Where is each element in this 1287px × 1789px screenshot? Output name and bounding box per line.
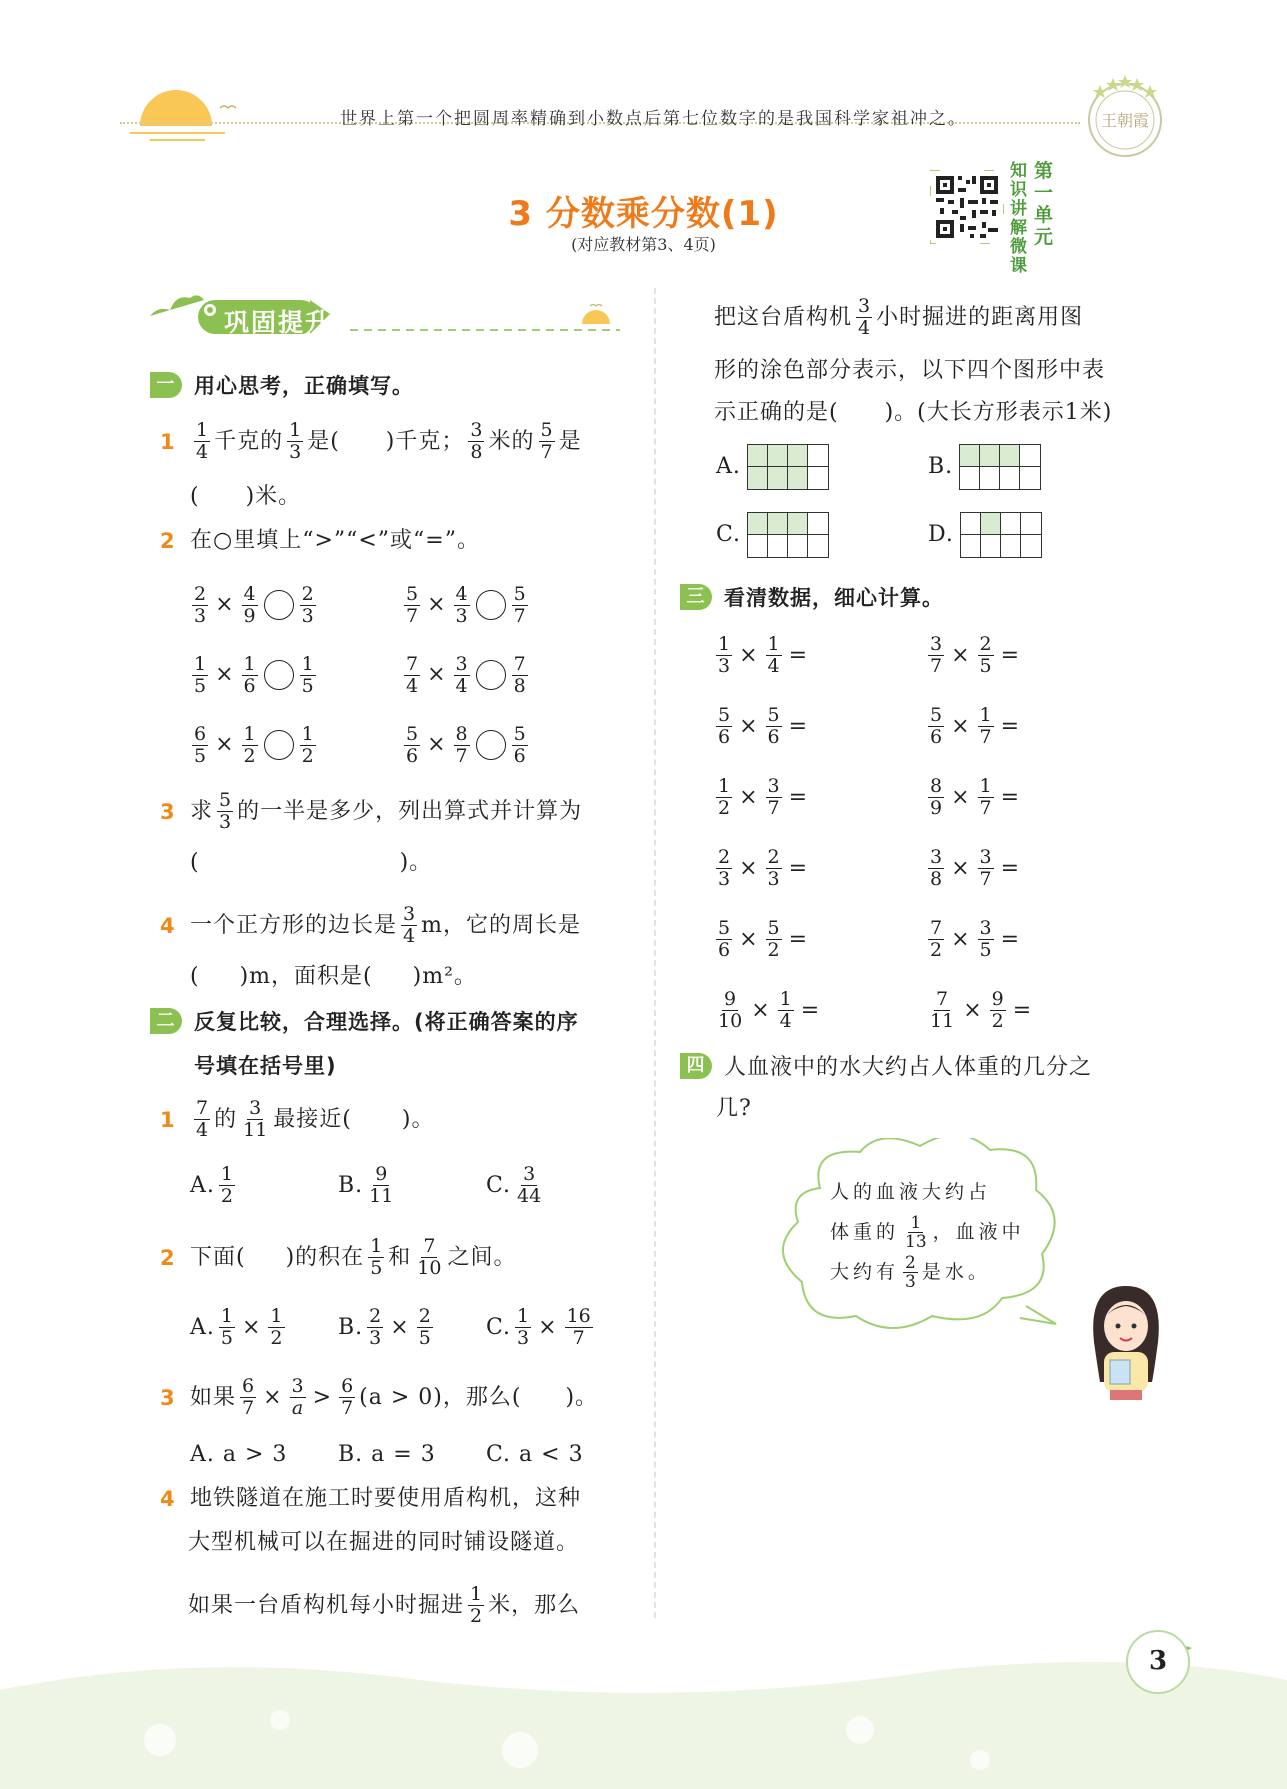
grid-cell <box>808 467 828 489</box>
grid-b <box>959 444 1041 490</box>
text: 千克的 <box>214 428 284 454</box>
text: )的积在 <box>285 1244 365 1270</box>
text: 求 <box>190 798 214 824</box>
section-3-number: 三 <box>680 584 712 610</box>
text: (a > 0)，那么( <box>359 1384 522 1410</box>
compare-circle[interactable] <box>476 660 506 690</box>
text: )。 <box>399 850 433 875</box>
compare-item: $\frac{6}{5}$ × $\frac{1}{2}$ $\frac{1}{2}$ <box>194 722 314 767</box>
grid-cell <box>1000 467 1020 489</box>
svg-text:王朝霞: 王朝霞 <box>1100 111 1150 130</box>
compare-circle[interactable] <box>264 730 294 760</box>
grid-cell <box>960 467 980 489</box>
section-2-title-line2: 号填在括号里) <box>194 1054 337 1078</box>
grid-d <box>960 512 1042 558</box>
s2-q4-l6: 示正确的是( )。(大长方形表示1米) <box>714 400 1113 425</box>
q-number: 3 <box>160 799 176 824</box>
grid-cell <box>748 467 768 489</box>
s2-q2: 2 下面( )的积在 $\frac{1}{5}$ 和 $\frac{7}{10}$ 之间。 <box>160 1235 517 1279</box>
text: ( <box>190 484 200 509</box>
text: )。 <box>401 1106 435 1132</box>
fraction: $\frac{5}{7}$ <box>540 419 553 463</box>
grid-cell <box>768 535 788 557</box>
grid-cell <box>808 535 828 557</box>
grid-c <box>747 512 829 558</box>
grid-cell <box>768 513 788 535</box>
s1-q3 <box>160 790 582 833</box>
q-number: 2 <box>160 1245 176 1270</box>
s1-q3-cont <box>190 848 432 878</box>
grid-cell <box>1020 467 1040 489</box>
text: 在○里填上“>”“<”或“=”。 <box>190 528 480 553</box>
calc-item: $\frac{1}{2}$ × $\frac{3}{7}$ = <box>718 775 809 819</box>
grid-cell <box>1001 535 1021 557</box>
fraction: $\frac{5}{3}$ <box>219 789 232 833</box>
compare-item: $\frac{7}{4}$ × $\frac{3}{4}$ $\frac{7}{8}$ <box>406 652 526 697</box>
compare-circle[interactable] <box>264 660 294 690</box>
section-4-heading <box>680 1050 1092 1081</box>
text: )m²。 <box>412 964 477 989</box>
s1-q4 <box>160 904 581 947</box>
option-b[interactable]: B. $\frac{9}{11}$ <box>338 1163 394 1207</box>
publisher-seal-icon <box>1080 70 1170 160</box>
q-number: 4 <box>160 913 176 938</box>
calc-item: $\frac{5}{6}$ × $\frac{5}{2}$ = <box>718 917 809 961</box>
calc-item: $\frac{5}{6}$ × $\frac{5}{6}$ = <box>718 704 809 748</box>
text: 下面( <box>190 1244 246 1270</box>
s2-q4 <box>160 1484 581 1514</box>
option-b[interactable]: B. $\frac{2}{3}$ × $\frac{2}{5}$ <box>338 1305 431 1349</box>
compare-grid <box>188 570 532 780</box>
text: 地铁隧道在施工时要使用盾构机，这种 <box>190 1486 582 1511</box>
text: 之间。 <box>447 1244 517 1270</box>
option-c[interactable]: C. a < 3 <box>486 1442 584 1467</box>
s2-q3-options <box>190 1440 584 1470</box>
grid-cell <box>768 467 788 489</box>
bottom-decoration <box>0 1660 1287 1789</box>
grid-cell <box>1000 445 1020 467</box>
section-1-title: 用心思考，正确填写。 <box>194 374 414 398</box>
fraction: $\frac{3}{4}$ <box>403 903 416 947</box>
grid-cell <box>808 513 828 535</box>
bubble-text: 人的血液大约占 体重的 $\frac{1}{13}$ ，血液中 大约有 $\frac{2}{3}$ 是水。 <box>830 1181 1025 1292</box>
calc-item: $\frac{3}{8}$ × $\frac{3}{7}$ = <box>930 846 1021 890</box>
calc-item: $\frac{8}{9}$ × $\frac{1}{7}$ = <box>930 775 1021 819</box>
calc-item: $\frac{9}{10}$ × $\frac{1}{4}$ = <box>718 988 821 1032</box>
compare-item: $\frac{2}{3}$ × $\frac{4}{9}$ $\frac{2}{3}$ <box>194 582 314 627</box>
s2-q4-l3: 如果一台盾构机每小时掘进 $\frac{1}{2}$ 米，那么 <box>188 1583 581 1627</box>
text: 的一半是多少，列出算式并计算为 <box>237 798 583 824</box>
compare-item: $\frac{1}{5}$ × $\frac{1}{6}$ $\frac{1}{5}$ <box>194 652 314 697</box>
calc-item: $\frac{1}{3}$ × $\frac{1}{4}$ = <box>718 633 809 677</box>
calc-grid <box>712 620 1035 1046</box>
fraction: $\frac{1}{3}$ <box>289 419 302 463</box>
grid-cell <box>1001 513 1021 535</box>
text: 和 <box>388 1244 412 1270</box>
grid-option-c[interactable]: C. <box>716 512 829 558</box>
q-number: 4 <box>160 1487 176 1511</box>
header-motto: 世界上第一个把圆周率精确到小数点后第七位数字的是我国科学家祖冲之。 <box>340 109 967 129</box>
grid-cell <box>748 445 768 467</box>
compare-item: $\frac{5}{6}$ × $\frac{8}{7}$ $\frac{5}{6}$ <box>406 722 526 767</box>
grid-cell <box>808 445 828 467</box>
s2-q4-l2: 大型机械可以在掘进的同时铺设隧道。 <box>188 1530 580 1555</box>
grid-cell <box>981 513 1001 535</box>
page-subtitle: (对应教材第3、4页) <box>571 235 716 254</box>
grid-cell <box>961 513 981 535</box>
text: m，它的周长是 <box>421 912 581 938</box>
grid-option-d[interactable]: D. <box>928 512 1042 558</box>
text: )。 <box>565 1384 599 1410</box>
column-divider <box>654 288 656 1618</box>
banner-label: 巩固提升 <box>224 308 333 337</box>
grid-cell <box>788 535 808 557</box>
fraction: $\frac{3}{8}$ <box>470 419 483 463</box>
grid-cell <box>980 467 1000 489</box>
q-number: 3 <box>160 1385 176 1410</box>
text: ( <box>190 964 200 989</box>
grid-cell <box>981 535 1001 557</box>
text: 最接近( <box>273 1106 352 1132</box>
option-b[interactable]: B. a = 3 <box>338 1442 436 1467</box>
grid-cell <box>748 513 768 535</box>
q-number: 1 <box>160 429 176 454</box>
section-1-number: 一 <box>150 372 182 398</box>
option-a[interactable]: A. $\frac{1}{5}$ × $\frac{1}{2}$ <box>190 1305 283 1349</box>
text: 如果 <box>190 1384 237 1410</box>
grid-cell <box>768 445 788 467</box>
s2-q1: 1 $\frac{7}{4}$ 的 $\frac{3}{11}$ 最接近( )。 <box>160 1097 435 1141</box>
option-a[interactable]: A. $\frac{1}{2}$ <box>190 1163 233 1207</box>
calc-item: $\frac{3}{7}$ × $\frac{2}{5}$ = <box>930 633 1021 677</box>
section-banner <box>150 286 630 346</box>
qr-caption: 知识讲解微课 <box>1010 161 1027 276</box>
text: 米的 <box>488 428 535 454</box>
text: 是( <box>307 428 340 454</box>
s1-q4-cont <box>190 962 477 992</box>
s1-q1 <box>160 420 582 463</box>
text: 一个正方形的边长是 <box>190 912 398 938</box>
compare-circle[interactable] <box>476 590 506 620</box>
grid-cell <box>1021 513 1041 535</box>
unit-label: 第一单元 <box>1034 160 1054 248</box>
s2-q3: 3 如果 $\frac{6}{7}$ × $\frac{3}{a}$ > $\frac{6}{7}$ (a > 0)，那么( )。 <box>160 1375 599 1419</box>
grid-cell <box>960 445 980 467</box>
text: )米。 <box>245 484 302 509</box>
calc-item: $\frac{7}{11}$ × $\frac{9}{2}$ = <box>930 988 1033 1032</box>
text: )m，面积是( <box>239 964 373 989</box>
grid-cell <box>1020 445 1040 467</box>
grid-cell <box>788 467 808 489</box>
grid-cell <box>788 445 808 467</box>
s1-q2 <box>160 526 480 556</box>
option-c[interactable]: C. $\frac{1}{3}$ × $\frac{16}{7}$ <box>486 1305 591 1349</box>
section-4-number: 四 <box>680 1053 712 1079</box>
s2-q4-l5: 形的涂色部分表示，以下四个图形中表 <box>714 358 1106 383</box>
text: ( <box>190 850 200 875</box>
section-2-title: 反复比较，合理选择。(将正确答案的序 <box>194 1010 579 1034</box>
grid-cell <box>1021 535 1041 557</box>
qr-code-icon[interactable] <box>930 170 1004 244</box>
calc-item: $\frac{7}{2}$ × $\frac{3}{5}$ = <box>930 917 1021 961</box>
section-2-heading <box>150 1006 579 1036</box>
compare-item: $\frac{5}{7}$ × $\frac{4}{3}$ $\frac{5}{7}$ <box>406 582 526 627</box>
text: 是 <box>558 428 582 454</box>
s2-q1-options <box>190 1164 547 1207</box>
calc-item: $\frac{2}{3}$ × $\frac{2}{3}$ = <box>718 846 809 890</box>
section-2-number: 二 <box>150 1008 182 1034</box>
q-number: 1 <box>160 1107 176 1132</box>
grid-cell <box>961 535 981 557</box>
section-4-text-cont: 几? <box>716 1096 752 1121</box>
compare-circle[interactable] <box>264 590 294 620</box>
section-3-title: 看清数据，细心计算。 <box>724 586 944 610</box>
girl-illustration-icon <box>1076 1282 1176 1402</box>
compare-circle[interactable] <box>476 730 506 760</box>
page-number: 3 <box>1126 1630 1190 1694</box>
s2-q4-l4: 把这台盾构机 $\frac{3}{4}$ 小时掘进的距离用图 <box>714 295 1084 339</box>
section-3-heading <box>680 582 944 612</box>
text: 的 <box>214 1106 238 1132</box>
text: )千克； <box>385 428 465 454</box>
section-1-heading <box>150 370 414 400</box>
fraction: $\frac{1}{4}$ <box>196 419 209 463</box>
grid-cell <box>748 535 768 557</box>
option-a[interactable]: A. a > 3 <box>190 1442 288 1467</box>
grid-option-a[interactable]: A. <box>716 444 829 490</box>
s1-q1-cont <box>190 482 301 512</box>
grid-cell <box>788 513 808 535</box>
grid-option-b[interactable]: B. <box>928 444 1041 490</box>
s2-q2-options <box>190 1306 597 1349</box>
option-c[interactable]: C. $\frac{3}{44}$ <box>486 1163 542 1207</box>
sun-logo-icon <box>130 78 250 148</box>
page-title: 3 分数乘分数(1) <box>508 194 779 234</box>
section-4-text: 人血液中的水大约占人体重的几分之 <box>724 1055 1093 1080</box>
grid-a <box>747 444 829 490</box>
q-number: 2 <box>160 529 176 553</box>
grid-cell <box>980 445 1000 467</box>
calc-item: $\frac{5}{6}$ × $\frac{1}{7}$ = <box>930 704 1021 748</box>
section-2-title-cont <box>194 1050 337 1080</box>
